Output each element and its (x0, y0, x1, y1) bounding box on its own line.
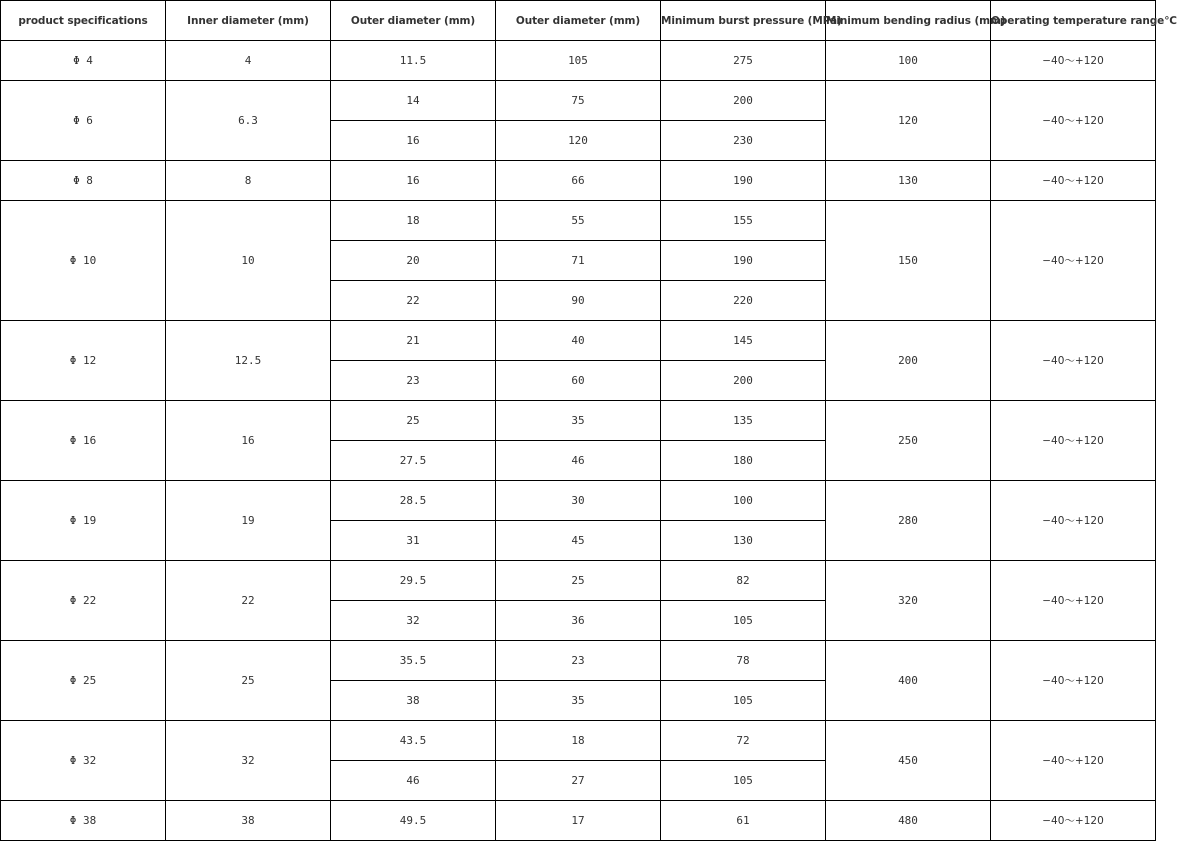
cell-inner-diameter: 38 (166, 801, 331, 841)
cell-min-burst-pressure: 105 (661, 761, 826, 801)
cell-outer-diameter: 11.5 (331, 41, 496, 81)
cell-min-burst-pressure: 135 (661, 401, 826, 441)
table-row (1, 321, 1156, 361)
cell-operating-temperature: −40～+120 (991, 161, 1156, 201)
cell-min-bending-radius: 150 (826, 201, 991, 321)
cell-outer-diameter: 14 (331, 81, 496, 121)
cell-inner-diameter: 12.5 (166, 321, 331, 401)
cell-min-burst-pressure: 220 (661, 281, 826, 321)
cell-min-bending-radius: 120 (826, 81, 991, 161)
cell-outer-diameter: 22 (331, 281, 496, 321)
cell-min-burst-pressure: 78 (661, 641, 826, 681)
cell-product-spec: Φ 8 (1, 161, 166, 201)
cell-outer-diameter: 28.5 (331, 481, 496, 521)
cell-min-burst-pressure: 145 (661, 321, 826, 361)
table-row (1, 201, 1156, 241)
cell-min-burst-pressure: 190 (661, 241, 826, 281)
cell-product-spec: Φ 10 (1, 201, 166, 321)
cell-outer-diameter-2: 55 (496, 201, 661, 241)
cell-product-spec: Φ 22 (1, 561, 166, 641)
cell-operating-temperature: −40～+120 (991, 401, 1156, 481)
cell-product-spec: Φ 38 (1, 801, 166, 841)
header-row (1, 1, 1156, 41)
cell-outer-diameter-2: 90 (496, 281, 661, 321)
table-body (1, 41, 1156, 841)
header-min-bending-radius: Minimum bending radius (mm) (826, 1, 991, 41)
header-outer-diameter: Outer diameter (mm) (331, 1, 496, 41)
cell-outer-diameter: 35.5 (331, 641, 496, 681)
table-header (1, 1, 1177, 41)
cell-outer-diameter-2: 35 (496, 681, 661, 721)
cell-outer-diameter: 43.5 (331, 721, 496, 761)
cell-outer-diameter-2: 30 (496, 481, 661, 521)
cell-operating-temperature: −40～+120 (991, 561, 1156, 641)
cell-product-spec: Φ 6 (1, 81, 166, 161)
header-operating-temperature: Operating temperature range℃ (991, 1, 1156, 41)
table-row (1, 481, 1156, 521)
cell-outer-diameter-2: 71 (496, 241, 661, 281)
cell-min-burst-pressure: 100 (661, 481, 826, 521)
cell-product-spec: Φ 12 (1, 321, 166, 401)
cell-outer-diameter: 20 (331, 241, 496, 281)
cell-outer-diameter-2: 17 (496, 801, 661, 841)
cell-min-bending-radius: 130 (826, 161, 991, 201)
cell-min-burst-pressure: 230 (661, 121, 826, 161)
cell-min-bending-radius: 400 (826, 641, 991, 721)
cell-outer-diameter-2: 45 (496, 521, 661, 561)
cell-outer-diameter: 29.5 (331, 561, 496, 601)
cell-min-bending-radius: 450 (826, 721, 991, 801)
cell-product-spec: Φ 25 (1, 641, 166, 721)
cell-inner-diameter: 8 (166, 161, 331, 201)
cell-outer-diameter: 32 (331, 601, 496, 641)
cell-min-burst-pressure: 180 (661, 441, 826, 481)
cell-outer-diameter-2: 23 (496, 641, 661, 681)
cell-inner-diameter: 16 (166, 401, 331, 481)
cell-outer-diameter-2: 27 (496, 761, 661, 801)
header-min-burst-pressure: Minimum burst pressure (MPa) (661, 1, 826, 41)
cell-inner-diameter: 10 (166, 201, 331, 321)
table-row (1, 641, 1156, 681)
cell-outer-diameter: 18 (331, 201, 496, 241)
cell-min-bending-radius: 280 (826, 481, 991, 561)
cell-product-spec: Φ 32 (1, 721, 166, 801)
cell-outer-diameter-2: 35 (496, 401, 661, 441)
cell-outer-diameter: 16 (331, 161, 496, 201)
cell-inner-diameter: 22 (166, 561, 331, 641)
cell-min-burst-pressure: 200 (661, 81, 826, 121)
table-row (1, 401, 1156, 441)
cell-min-bending-radius: 480 (826, 801, 991, 841)
cell-inner-diameter: 25 (166, 641, 331, 721)
cell-outer-diameter-2: 40 (496, 321, 661, 361)
cell-inner-diameter: 4 (166, 41, 331, 81)
cell-outer-diameter: 25 (331, 401, 496, 441)
cell-min-burst-pressure: 275 (661, 41, 826, 81)
cell-operating-temperature: −40～+120 (991, 41, 1156, 81)
cell-operating-temperature: −40～+120 (991, 201, 1156, 321)
cell-operating-temperature: −40～+120 (991, 481, 1156, 561)
cell-outer-diameter-2: 46 (496, 441, 661, 481)
cell-operating-temperature: −40～+120 (991, 721, 1156, 801)
cell-min-burst-pressure: 190 (661, 161, 826, 201)
cell-outer-diameter: 27.5 (331, 441, 496, 481)
header-product-specifications: product specifications (1, 1, 166, 41)
cell-inner-diameter: 19 (166, 481, 331, 561)
cell-product-spec: Φ 16 (1, 401, 166, 481)
table-row (1, 561, 1156, 601)
cell-min-bending-radius: 320 (826, 561, 991, 641)
cell-outer-diameter-2: 18 (496, 721, 661, 761)
cell-outer-diameter: 38 (331, 681, 496, 721)
cell-inner-diameter: 32 (166, 721, 331, 801)
table-row (1, 81, 1156, 121)
cell-operating-temperature: −40～+120 (991, 801, 1156, 841)
table-row (1, 41, 1156, 81)
cell-product-spec: Φ 4 (1, 41, 166, 81)
header-outer-diameter-2: Outer diameter (mm) (496, 1, 661, 41)
cell-outer-diameter: 21 (331, 321, 496, 361)
cell-outer-diameter-2: 36 (496, 601, 661, 641)
header-inner-diameter: Inner diameter (mm) (166, 1, 331, 41)
cell-outer-diameter: 16 (331, 121, 496, 161)
table-row (1, 161, 1156, 201)
cell-min-burst-pressure: 200 (661, 361, 826, 401)
cell-min-bending-radius: 100 (826, 41, 991, 81)
cell-outer-diameter-2: 66 (496, 161, 661, 201)
cell-outer-diameter: 49.5 (331, 801, 496, 841)
cell-min-bending-radius: 200 (826, 321, 991, 401)
cell-inner-diameter: 6.3 (166, 81, 331, 161)
table-row (1, 721, 1156, 761)
cell-outer-diameter-2: 75 (496, 81, 661, 121)
cell-operating-temperature: −40～+120 (991, 641, 1156, 721)
cell-outer-diameter-2: 105 (496, 41, 661, 81)
table-row (1, 801, 1156, 841)
cell-min-burst-pressure: 105 (661, 601, 826, 641)
cell-operating-temperature: −40～+120 (991, 321, 1156, 401)
cell-min-burst-pressure: 82 (661, 561, 826, 601)
cell-operating-temperature: −40～+120 (991, 81, 1156, 161)
cell-min-burst-pressure: 130 (661, 521, 826, 561)
cell-outer-diameter: 31 (331, 521, 496, 561)
cell-min-burst-pressure: 61 (661, 801, 826, 841)
cell-min-burst-pressure: 155 (661, 201, 826, 241)
cell-outer-diameter-2: 60 (496, 361, 661, 401)
cell-outer-diameter: 23 (331, 361, 496, 401)
cell-product-spec: Φ 19 (1, 481, 166, 561)
cell-outer-diameter: 46 (331, 761, 496, 801)
cell-outer-diameter-2: 25 (496, 561, 661, 601)
cell-min-bending-radius: 250 (826, 401, 991, 481)
cell-min-burst-pressure: 105 (661, 681, 826, 721)
cell-outer-diameter-2: 120 (496, 121, 661, 161)
cell-min-burst-pressure: 72 (661, 721, 826, 761)
